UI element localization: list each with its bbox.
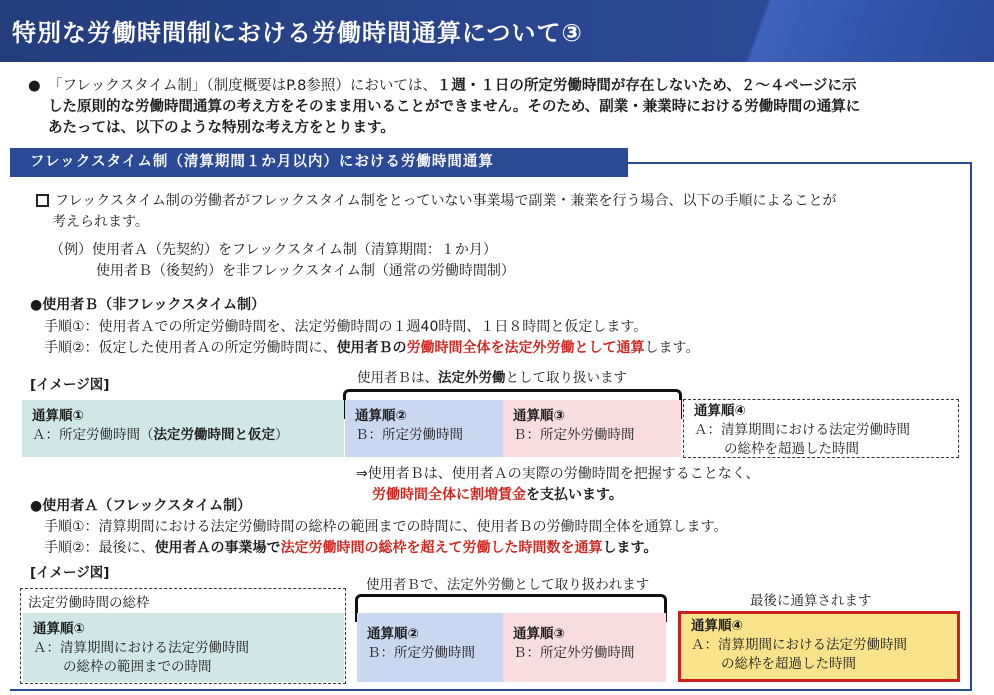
b-step2-highlight: 労働時間全体を法定外労働として通算 [406, 340, 645, 356]
b-box-3-head: 通算順③ [513, 408, 565, 424]
a-box-1 [23, 613, 344, 682]
intro-line-1b: １週・１日の所定労働時間が存在しないため、２～４ページに示 [436, 78, 857, 94]
employer-b-step-1: 手順①：使用者Ａでの所定労働時間を、法定労働時間の１週40時間、１日８時間と仮定します。 [44, 319, 648, 335]
image-label-a: [イメージ図] [30, 565, 110, 581]
b-step2-b: 使用者Ｂの [336, 340, 407, 356]
b-box-1-head: 通算順① [32, 408, 84, 424]
a-box-1-head: 通算順① [33, 621, 85, 637]
b-box-2 [345, 400, 503, 457]
b-box-3 [503, 400, 681, 457]
bracket-label-b [357, 368, 627, 388]
b-note-2-b: を支払います。 [526, 487, 623, 503]
employer-b-heading: ●使用者Ｂ（非フレックスタイム制） [30, 297, 266, 313]
intro-line-1 [48, 76, 857, 97]
b-box-1-c: ） [275, 427, 289, 443]
a-box-4-text-2: の総枠を超過した時間 [721, 656, 856, 672]
image-label-b: [イメージ図] [30, 377, 110, 393]
b-note-2-highlight: 労働時間全体に割増賃金 [372, 487, 526, 503]
b-box-4 [683, 399, 959, 458]
example-line-1: （例）使用者Ａ（先契約）をフレックスタイム制（清算期間：１か月） [50, 242, 497, 258]
a-box-2-head: 通算順② [367, 626, 419, 642]
b-box-4-text-1: Ａ：清算期間における法定労働時間 [694, 422, 910, 438]
a-box-1-text-2: の総枠の範囲までの時間 [63, 659, 212, 675]
intro-line-3: あたっては、以下のような特別な考え方をとります。 [48, 120, 395, 136]
a-box-3 [503, 613, 666, 682]
a-step2-d: します。 [602, 540, 658, 556]
a-box-3-head: 通算順③ [513, 626, 565, 642]
bracket-b-a: 使用者Ｂは、 [357, 370, 438, 386]
total-frame-label: 法定労働時間の総枠 [28, 595, 150, 611]
intro-line-1a: 「フレックスタイム制」（制度概要はP.8参照）においては、 [48, 78, 437, 94]
employer-b-step-2 [44, 338, 699, 359]
desc-line-2: 考えられます。 [52, 214, 149, 230]
b-box-2-head: 通算順② [355, 408, 407, 424]
b-box-3-text: Ｂ：所定外労働時間 [513, 427, 635, 443]
a-step2-a: 手順②：最後に、 [44, 540, 155, 556]
b-step2-a: 手順②：仮定した使用者Ａの所定労働時間に、 [44, 340, 337, 356]
title-decoration [634, 0, 994, 62]
employer-a-step-1: 手順①：清算期間における法定労働時間の総枠の範囲までの時間に、使用者Ｂの労働時間全体を通算します。 [44, 519, 728, 535]
section-heading: フレックスタイム制（清算期間１か月以内）における労働時間通算 [10, 148, 628, 177]
bracket-b-c: として取り扱います [505, 370, 627, 386]
last-label: 最後に通算されます [750, 593, 872, 609]
page-title: 特別な労働時間制における労働時間通算について③ [12, 19, 583, 47]
b-box-1-a: Ａ：所定労働時間（ [32, 427, 154, 443]
a-box-2-text: Ｂ：所定労働時間 [367, 645, 475, 661]
employer-a-heading: ●使用者Ａ（フレックスタイム制） [30, 498, 252, 514]
b-note-1: ⇒使用者Ｂは、使用者Ａの実際の労働時間を把握することなく、 [356, 466, 760, 482]
a-box-3-text: Ｂ：所定外労働時間 [513, 645, 635, 661]
b-step2-d: します。 [644, 340, 700, 356]
b-note-2 [372, 485, 623, 506]
b-box-2-text: Ｂ：所定労働時間 [355, 427, 463, 443]
desc-line-1-text: フレックスタイム制の労働者がフレックスタイム制をとっていない事業場で副業・兼業を行う場合、以下の手順によることが [55, 193, 837, 209]
intro-bullet: ● [28, 78, 41, 94]
b-box-4-head: 通算順④ [694, 403, 746, 419]
employer-a-step-2 [44, 538, 657, 559]
intro-line-2: した原則的な労働時間通算の考え方をそのまま用いることができません。そのため、副業・兼業時における労働時間の通算に [48, 99, 861, 115]
a-box-4 [678, 611, 960, 682]
b-box-1 [22, 400, 344, 457]
bracket-b-b: 法定外労働 [438, 370, 506, 386]
b-box-1-text [32, 426, 344, 445]
a-box-1-text-1: Ａ：清算期間における法定労働時間 [33, 640, 249, 656]
b-box-4-text-2: の総枠を超過した時間 [724, 441, 859, 457]
desc-line-1 [36, 191, 836, 212]
bracket-label-a: 使用者Ｂで、法定外労働として取り扱われます [366, 577, 650, 593]
a-step2-highlight: 法定労働時間の総枠を超えて労働した時間数を通算 [280, 540, 603, 556]
example-line-2: 使用者Ｂ（後契約）を非フレックスタイム制（通常の労働時間制） [96, 263, 515, 279]
a-box-4-head: 通算順④ [691, 618, 743, 634]
square-bullet-icon [36, 194, 49, 207]
b-box-1-b: 法定労働時間と仮定 [153, 427, 275, 443]
a-box-4-text-1: Ａ：清算期間における法定労働時間 [691, 637, 907, 653]
a-box-2 [357, 613, 503, 682]
a-step2-b: 使用者Ａの事業場で [154, 540, 281, 556]
